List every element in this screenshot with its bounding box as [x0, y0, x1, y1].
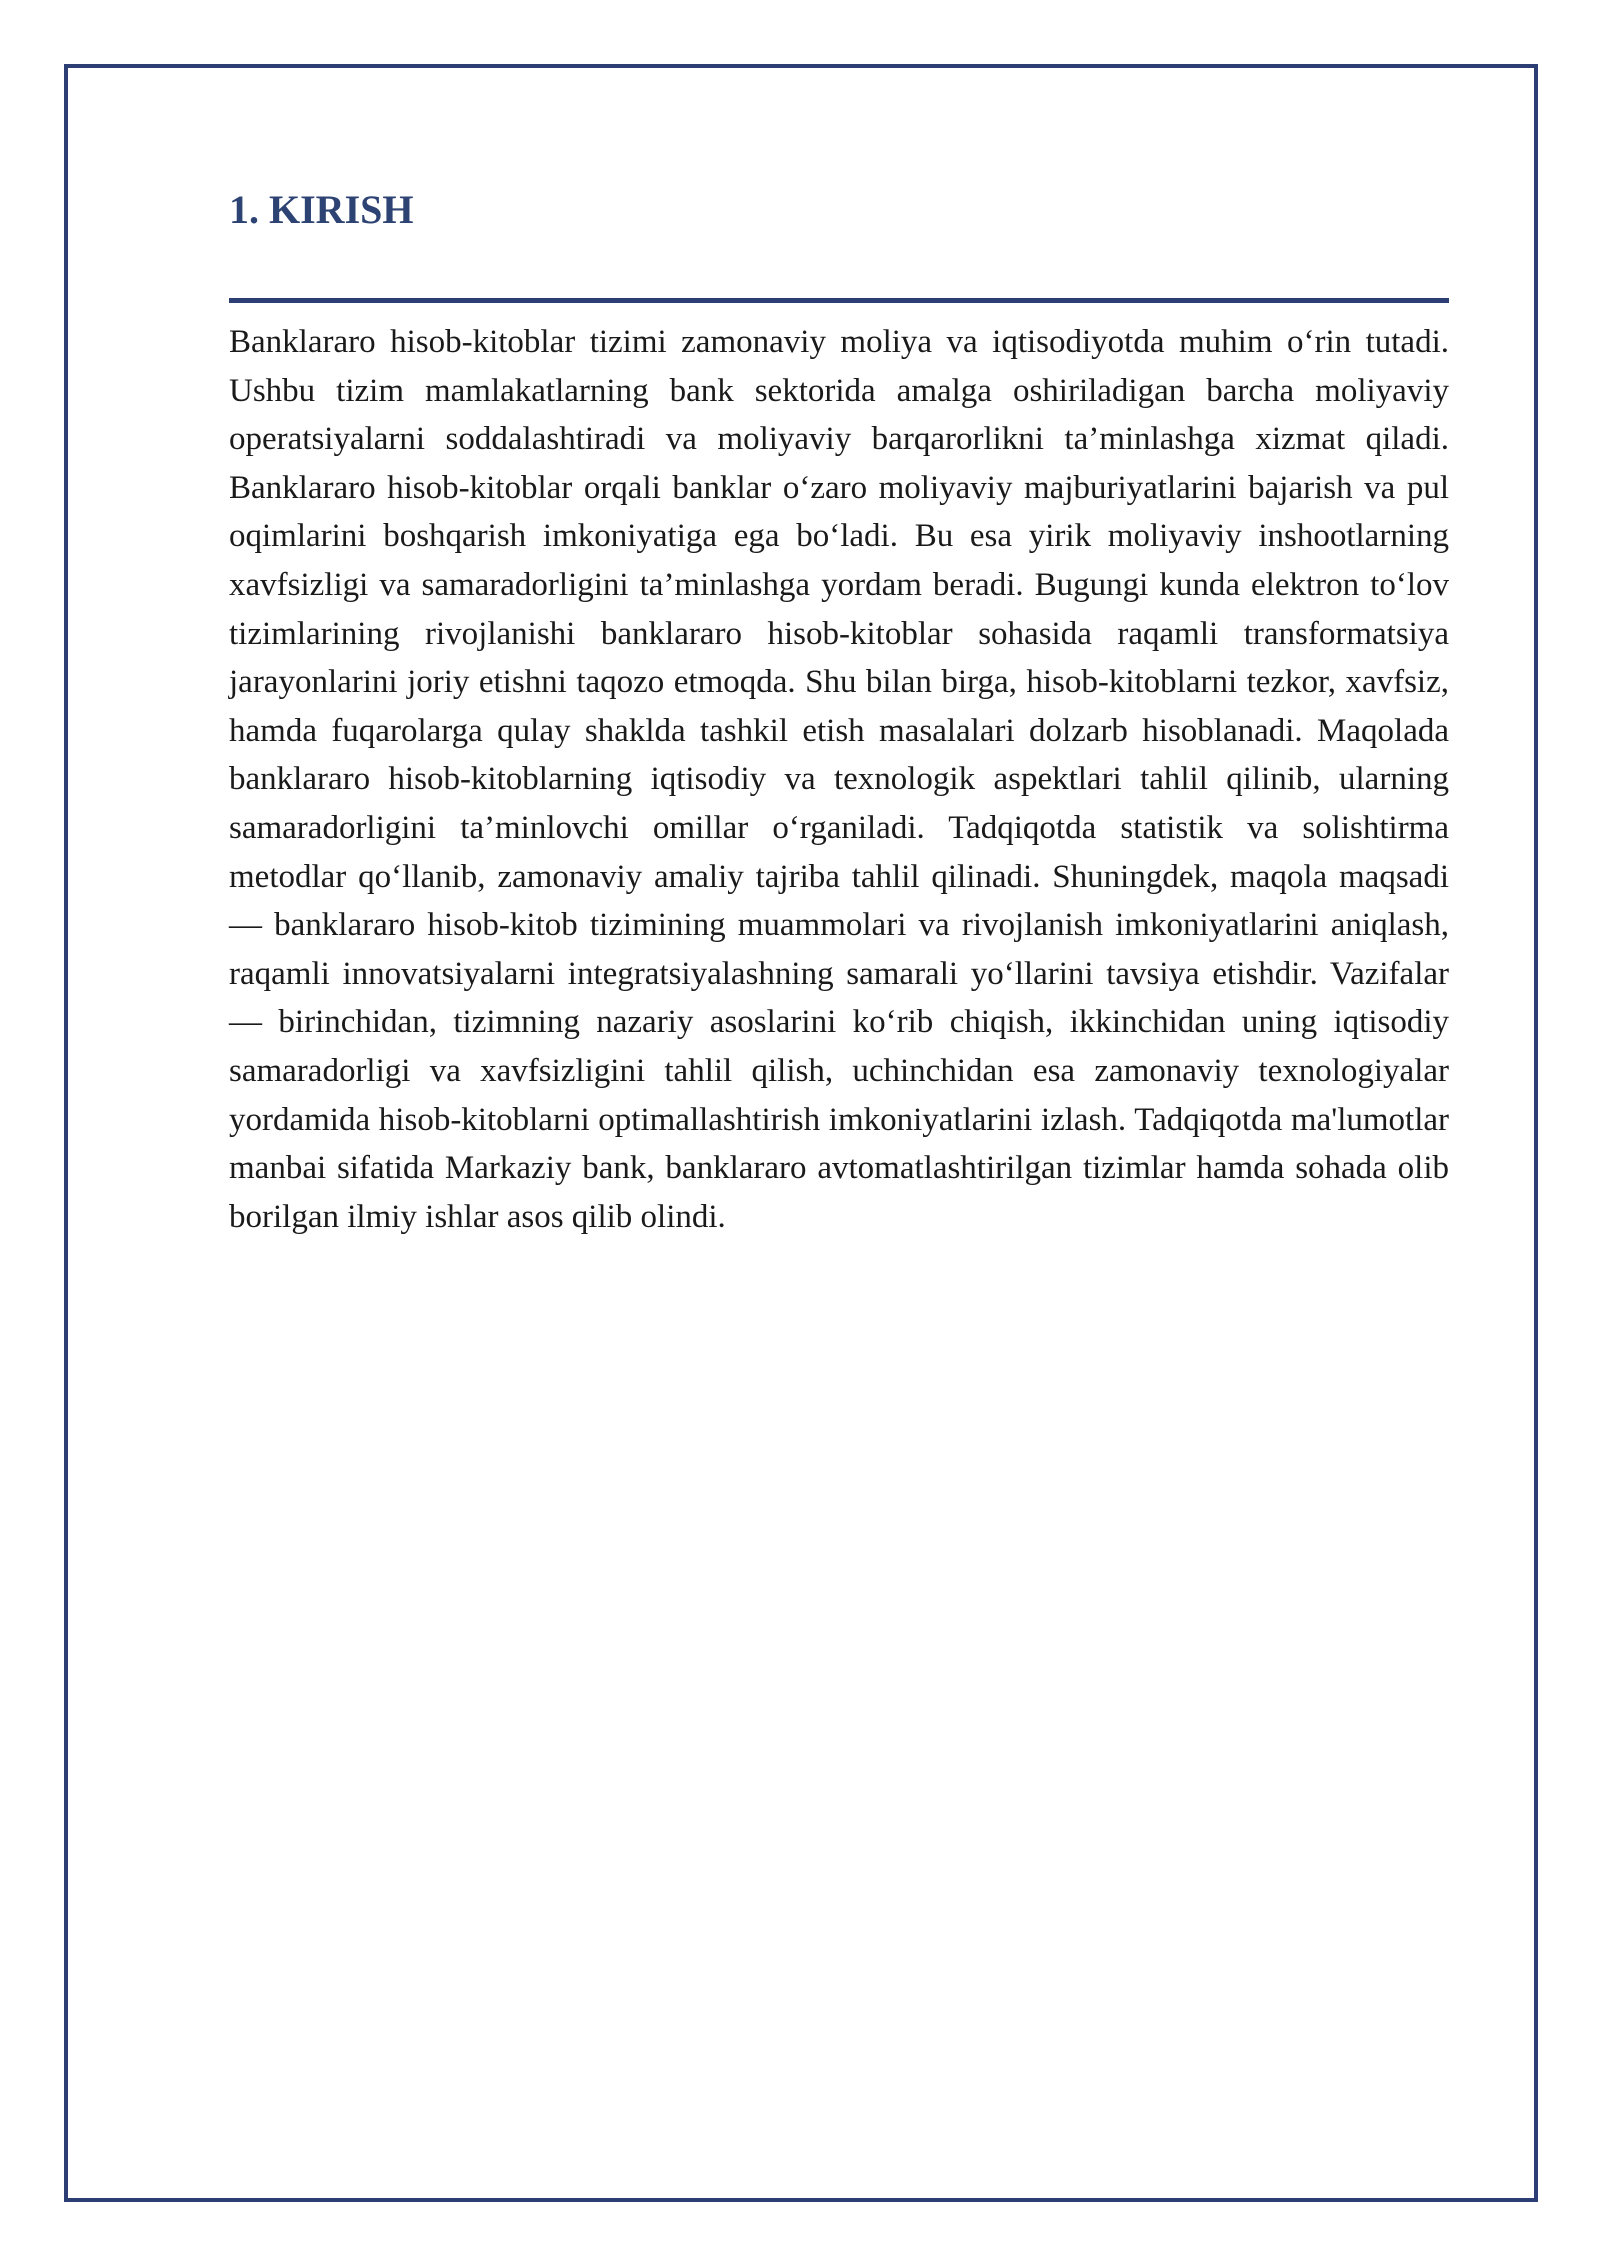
heading-underline	[229, 298, 1449, 303]
body-paragraph: Banklararo hisob-kitoblar tizimi zamonaviy moliya va iqtisodiyotda muhim o‘rin tutadi. Ushbu tizim mamlakatlarning bank sektorida amalga oshiriladigan barcha moliyaviy operatsiyalarni soddalashtiradi va moliyaviy barqarorlikni ta’minlashga xizmat qiladi. Banklararo hisob-kitoblar orqali banklar o‘zaro moliyaviy majburiyatlarini bajarish va pul oqimlarini boshqarish imkoniyatiga ega bo‘ladi. Bu esa yirik moliyaviy inshootlarning xavfsizligi va samaradorligini ta’minlashga yordam beradi. Bugungi kunda elektron to‘lov tizimlarining rivojlanishi banklararo hisob-kitoblar sohasida raqamli transformatsiya jarayonlarini joriy etishni taqozo etmoqda. Shu bilan birga, hisob-kitoblarni tezkor, xavfsiz, hamda fuqarolarga qulay shaklda tashkil etish masalalari dolzarb hisoblanadi. Maqolada banklararo hisob-kitoblarning iqtisodiy va texnologik aspektlari tahlil qilinib, ularning samaradorligini ta’minlovchi omillar o‘rganiladi. Tadqiqotda statistik va solishtirma metodlar qo‘llanib, zamonaviy amaliy tajriba tahlil qilinadi. Shuningdek, maqola maqsadi — banklararo hisob-kitob tizimining muammolari va rivojlanish imkoniyatlarini aniqlash, raqamli innovatsiyalarni integratsiyalashning samarali yo‘llarini tavsiya etishdir. Vazifalar — birinchidan, tizimning nazariy asoslarini ko‘rib chiqish, ikkinchidan uning iqtisodiy samaradorligi va xavfsizligini tahlil qilish, uchinchidan esa zamonaviy texnologiyalar yordamida hisob-kitoblarni optimallashtirish imkoniyatlarini izlash. Tadqiqotda ma'lumotlar manbai sifatida Markaziy bank, banklararo avtomatlashtirilgan tizimlar hamda sohada olib borilgan ilmiy ishlar asos qilib olindi.	[229, 324, 1449, 1235]
section-heading: 1. KIRISH	[229, 187, 414, 232]
